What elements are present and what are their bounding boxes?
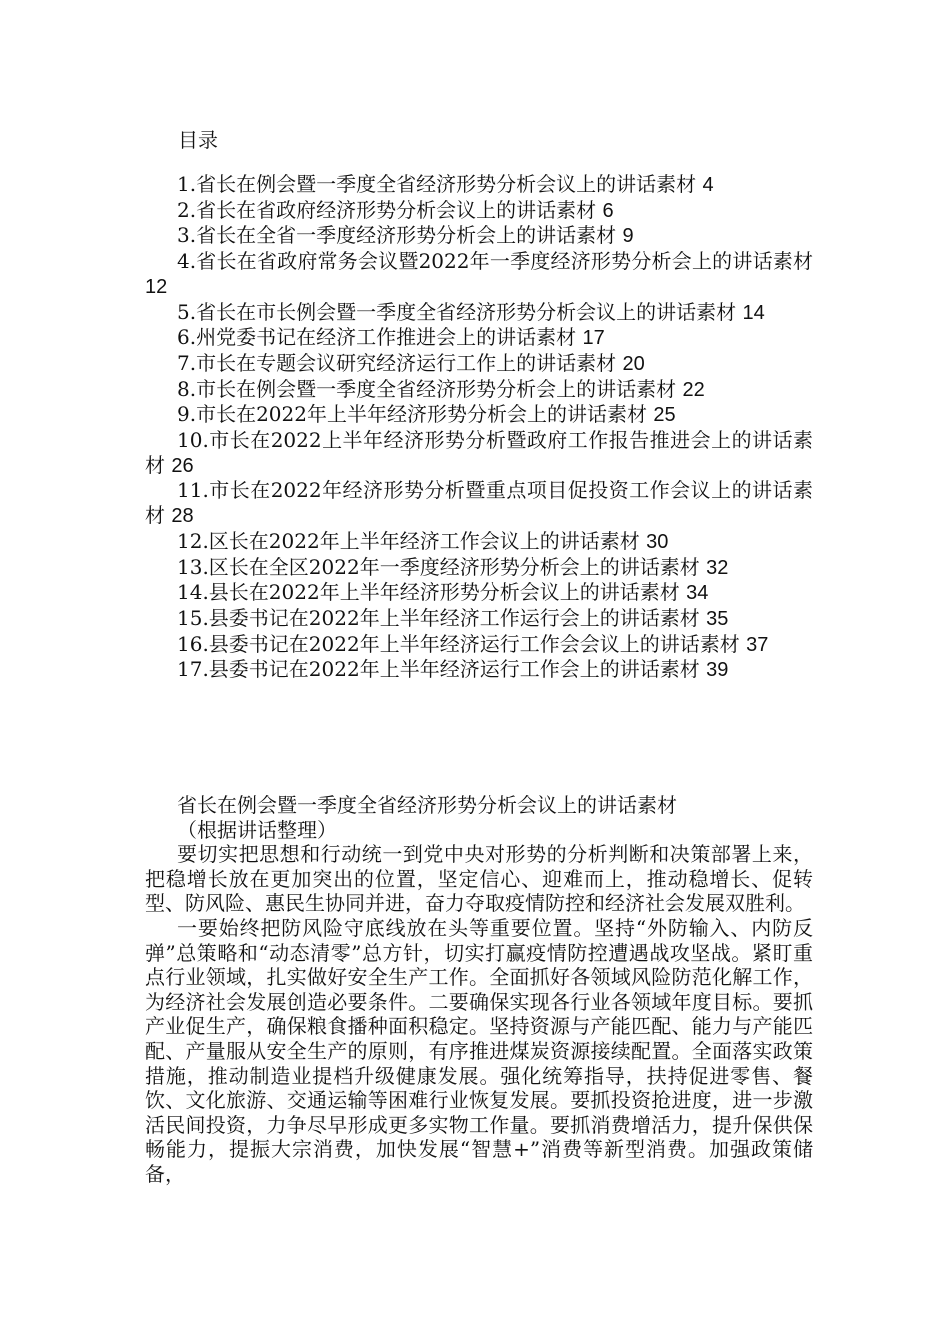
toc-item-page: 4 [702,174,714,196]
toc-item[interactable] [145,249,813,299]
toc-item[interactable] [145,428,813,478]
toc-item[interactable] [145,172,813,198]
toc-item-title: 17.县委书记在2022年上半年经济运行工作会上的讲话素材 [177,657,700,682]
toc-item[interactable] [145,632,813,658]
article-paragraph: 一要始终把防风险守底线放在头等重要位置。坚持“外防输入、内防反弹”总策略和“动态清零”总方针，切实打赢疫情防控遭遇战攻坚战。紧盯重点行业领域，扎实做好安全生产工作。全面抓好各领域风险防范化解工作，为经济社会发展创造必要条件。二要确保实现各行业各领域年度目标。要抓产业促生产，确保粮食播种面积稳定。坚持资源与产能匹配、能力与产能匹配、产量服从安全生产的原则，有序推进煤炭资源接续配置。全面落实政策措施，推动制造业提档升级健康发展。强化统筹指导，扶持促进零售、餐饮、文化旅游、交通运输等困难行业恢复发展。要抓投资抢进度，进一步激活民间投资，力争尽早形成更多实物工作量。要抓消费增活力，提升保供保畅能力，提振大宗消费，加快发展“智慧+”消费等新型消费。加强政策储备， [145,915,813,1186]
table-of-contents [145,172,813,683]
toc-item-page: 35 [706,607,729,630]
toc-item-page: 28 [171,505,194,528]
toc-item-page: 14 [742,301,765,324]
toc-item-title: 5.省长在市长例会暨一季度全省经济形势分析会议上的讲话素材 [177,299,737,324]
toc-item[interactable] [145,478,813,528]
toc-item-page: 30 [646,530,669,553]
toc-item-page: 20 [622,352,645,375]
toc-item[interactable] [145,377,813,403]
toc-item[interactable] [145,223,813,249]
toc-item[interactable] [145,198,813,224]
toc-item[interactable] [145,300,813,326]
article-title: 省长在例会暨一季度全省经济形势分析会议上的讲话素材（根据讲话整理） [177,793,677,842]
article-paragraph: 要切实把思想和行动统一到党中央对形势的分析判断和决策部署上来，把稳增长放在更加突出的位置，坚定信心、迎难而上，推动稳增长、促转型、防风险、惠民生协同并进，奋力夺取疫情防控和经济社会发展双胜利。 [145,842,813,916]
toc-title: 目录 [178,128,218,152]
toc-item-page: 22 [682,378,705,401]
toc-item-page: 34 [686,582,709,605]
toc-item[interactable] [145,325,813,351]
toc-item-title: 13.区长在全区2022年一季度经济形势分析会上的讲话素材 [177,554,700,579]
toc-item-title: 12.区长在2022年上半年经济工作会议上的讲话素材 [177,528,640,553]
toc-item-page: 12 [145,275,168,298]
toc-item-title: 2.省长在省政府经济形势分析会议上的讲话素材 [177,197,597,222]
toc-item-page: 17 [582,327,605,350]
toc-item-title: 3.省长在全省一季度经济形势分析会上的讲话素材 [177,223,617,248]
article [145,793,813,1187]
toc-item[interactable] [145,580,813,606]
toc-item-title: 7.市长在专题会议研究经济运行工作上的讲话素材 [177,350,617,375]
toc-item-page: 6 [602,199,614,222]
toc-item-page: 32 [706,556,729,579]
toc-item-title: 16.县委书记在2022年上半年经济运行工作会会议上的讲话素材 [177,631,740,656]
toc-item-title: 10.市长在2022上半年经济形势分析暨政府工作报告推进会上的讲话素材 [145,428,813,477]
toc-item-title: 4.省长在省政府常务会议暨2022年一季度经济形势分析会上的讲话素材 [177,249,813,274]
toc-item-page: 37 [746,633,769,656]
toc-item[interactable] [145,351,813,377]
toc-item-title: 15.县委书记在2022年上半年经济工作运行会上的讲话素材 [177,605,700,630]
toc-item-title: 9.市长在2022年上半年经济形势分析会上的讲话素材 [177,402,647,427]
toc-item-title: 11.市长在2022年经济形势分析暨重点项目促投资工作会议上的讲话素材 [145,478,813,528]
toc-item[interactable] [145,657,813,683]
toc-item-title: 6.州党委书记在经济工作推进会上的讲话素材 [177,325,577,350]
toc-item-page: 26 [171,454,194,477]
toc-item-title: 1.省长在例会暨一季度全省经济形势分析会议上的讲话素材 [177,172,697,196]
toc-item-page: 25 [653,404,676,427]
toc-item[interactable] [145,555,813,581]
toc-item[interactable] [145,529,813,555]
toc-item-page: 9 [622,225,634,248]
toc-item-page: 39 [706,659,729,682]
toc-item-title: 14.县长在2022年上半年经济形势分析会议上的讲话素材 [177,580,680,605]
toc-item-title: 8.市长在例会暨一季度全省经济形势分析会上的讲话素材 [177,376,677,401]
toc-item[interactable] [145,402,813,428]
toc-item[interactable] [145,606,813,632]
